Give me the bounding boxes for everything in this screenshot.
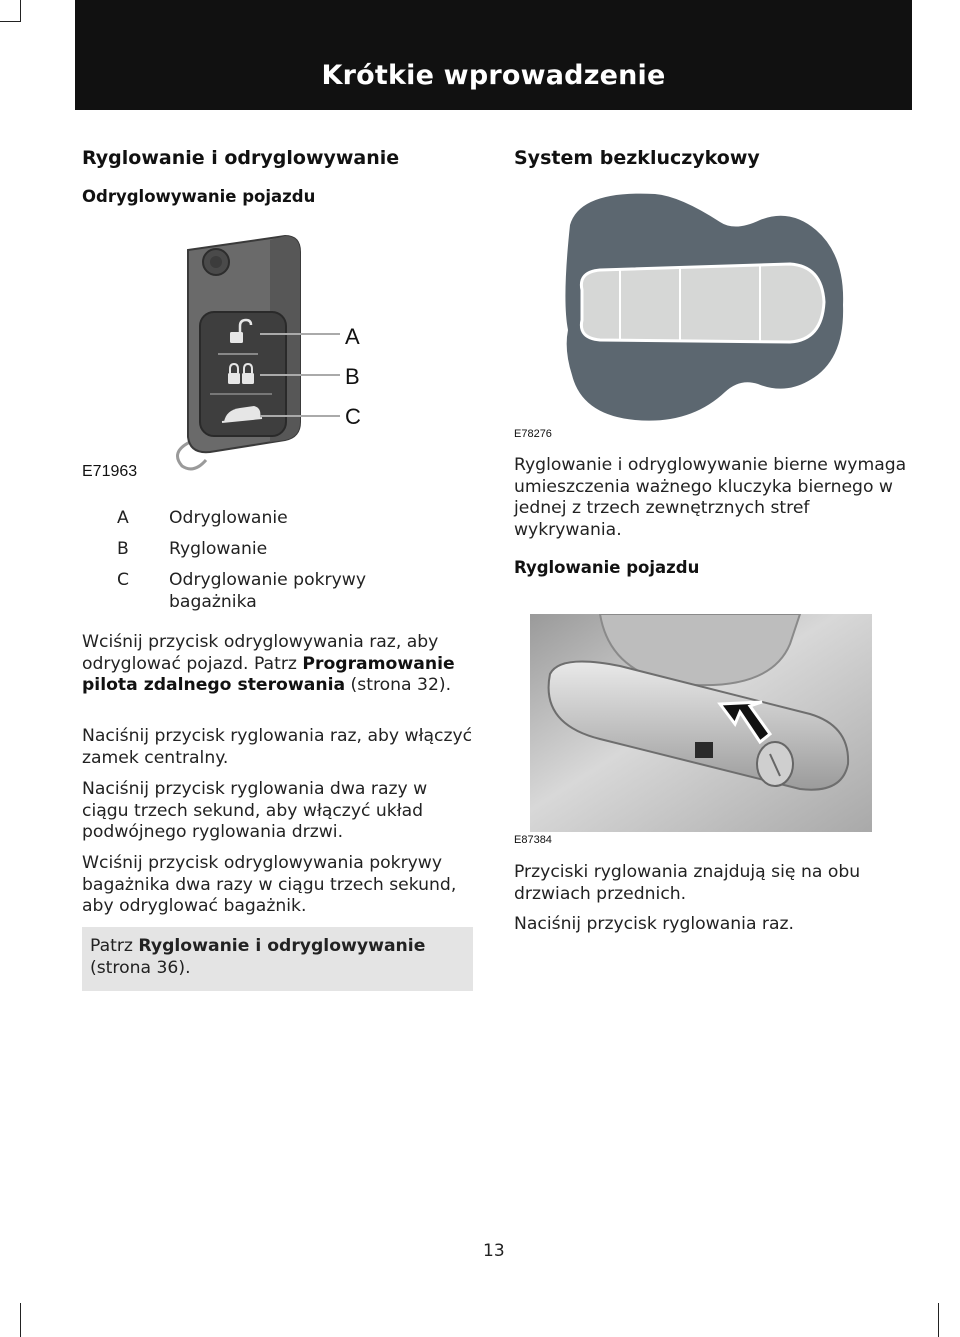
callout-c: C bbox=[345, 404, 361, 429]
paragraph-passive-entry: Ryglowanie i odryglowywanie bierne wymaga umieszczenia ważnego kluczyka biernego w jednej z trzech zewnętrznych stref wykrywania. bbox=[514, 455, 907, 540]
figure-code-door-handle: E87384 bbox=[514, 834, 552, 846]
paragraph-lock: Naciśnij przycisk ryglowania raz, aby włączyć zamek centralny. bbox=[82, 726, 473, 768]
paragraph-unlock-text: Wciśnij przycisk odryglowywania raz, aby odryglować pojazd. Patrz bbox=[82, 632, 439, 674]
legend-text-b: Ryglowanie bbox=[169, 539, 268, 559]
door-handle-illustration bbox=[530, 614, 872, 832]
paragraph-unlock-page: (strona 32). bbox=[350, 675, 452, 695]
right-subsection-title: Ryglowanie pojazdu bbox=[514, 558, 700, 577]
note-prefix: Patrz bbox=[90, 936, 133, 956]
left-section-title: Ryglowanie i odryglowywanie bbox=[82, 147, 400, 169]
figure-code-zones: E78276 bbox=[514, 428, 552, 440]
car-outline bbox=[581, 264, 824, 342]
page-number: 13 bbox=[483, 1241, 505, 1261]
paragraph-double-lock: Naciśnij przycisk ryglowania dwa razy w ciągu trzech sekund, aby włączyć układ podwójnego ryglowania drzwi. bbox=[82, 779, 428, 842]
legend-letter-a: A bbox=[117, 508, 129, 528]
note-box bbox=[82, 927, 473, 991]
figure-code-key-fob: E71963 bbox=[82, 463, 138, 480]
crop-mark-top-left-h bbox=[0, 21, 20, 22]
page-title: Krótkie wprowadzenie bbox=[321, 60, 666, 91]
left-subsection-title: Odryglowywanie pojazdu bbox=[82, 187, 316, 206]
key-fob-illustration bbox=[160, 232, 375, 472]
paragraph-press-lock-once: Naciśnij przycisk ryglowania raz. bbox=[514, 914, 795, 934]
link-locking-unlocking[interactable]: Ryglowanie i odryglowywanie bbox=[138, 936, 426, 956]
legend-text-c: Odryglowanie pokrywy bagażnika bbox=[169, 570, 367, 612]
callout-b: B bbox=[345, 364, 360, 389]
crop-mark-bottom-right-v bbox=[938, 1303, 939, 1337]
paragraph-trunk: Wciśnij przycisk odryglowywania pokrywy bagażnika dwa razy w ciągu trzech sekund, aby odryglować bagażnik. bbox=[82, 853, 457, 916]
link-remote-programming[interactable]: Programowanie pilota zdalnego sterowania bbox=[82, 653, 455, 695]
lock-button-sensor bbox=[695, 742, 713, 758]
detection-zones-illustration bbox=[560, 180, 850, 430]
legend-letter-c: C bbox=[117, 570, 130, 590]
note-text bbox=[90, 936, 470, 979]
header-bar bbox=[75, 0, 912, 110]
right-section-title: System bezkluczykowy bbox=[514, 147, 760, 169]
callout-a: A bbox=[345, 324, 360, 349]
legend-text-a: Odryglowanie bbox=[169, 508, 288, 528]
note-suffix: (strona 36). bbox=[90, 957, 191, 978]
paragraph-lock-buttons-location: Przyciski ryglowania znajdują się na obu drzwiach przednich. bbox=[514, 862, 861, 904]
legend-letter-b: B bbox=[117, 539, 129, 559]
paragraph-unlock bbox=[82, 632, 474, 697]
crop-mark-bottom-left-v bbox=[20, 1303, 21, 1337]
crop-mark-top-left-v bbox=[20, 0, 21, 22]
